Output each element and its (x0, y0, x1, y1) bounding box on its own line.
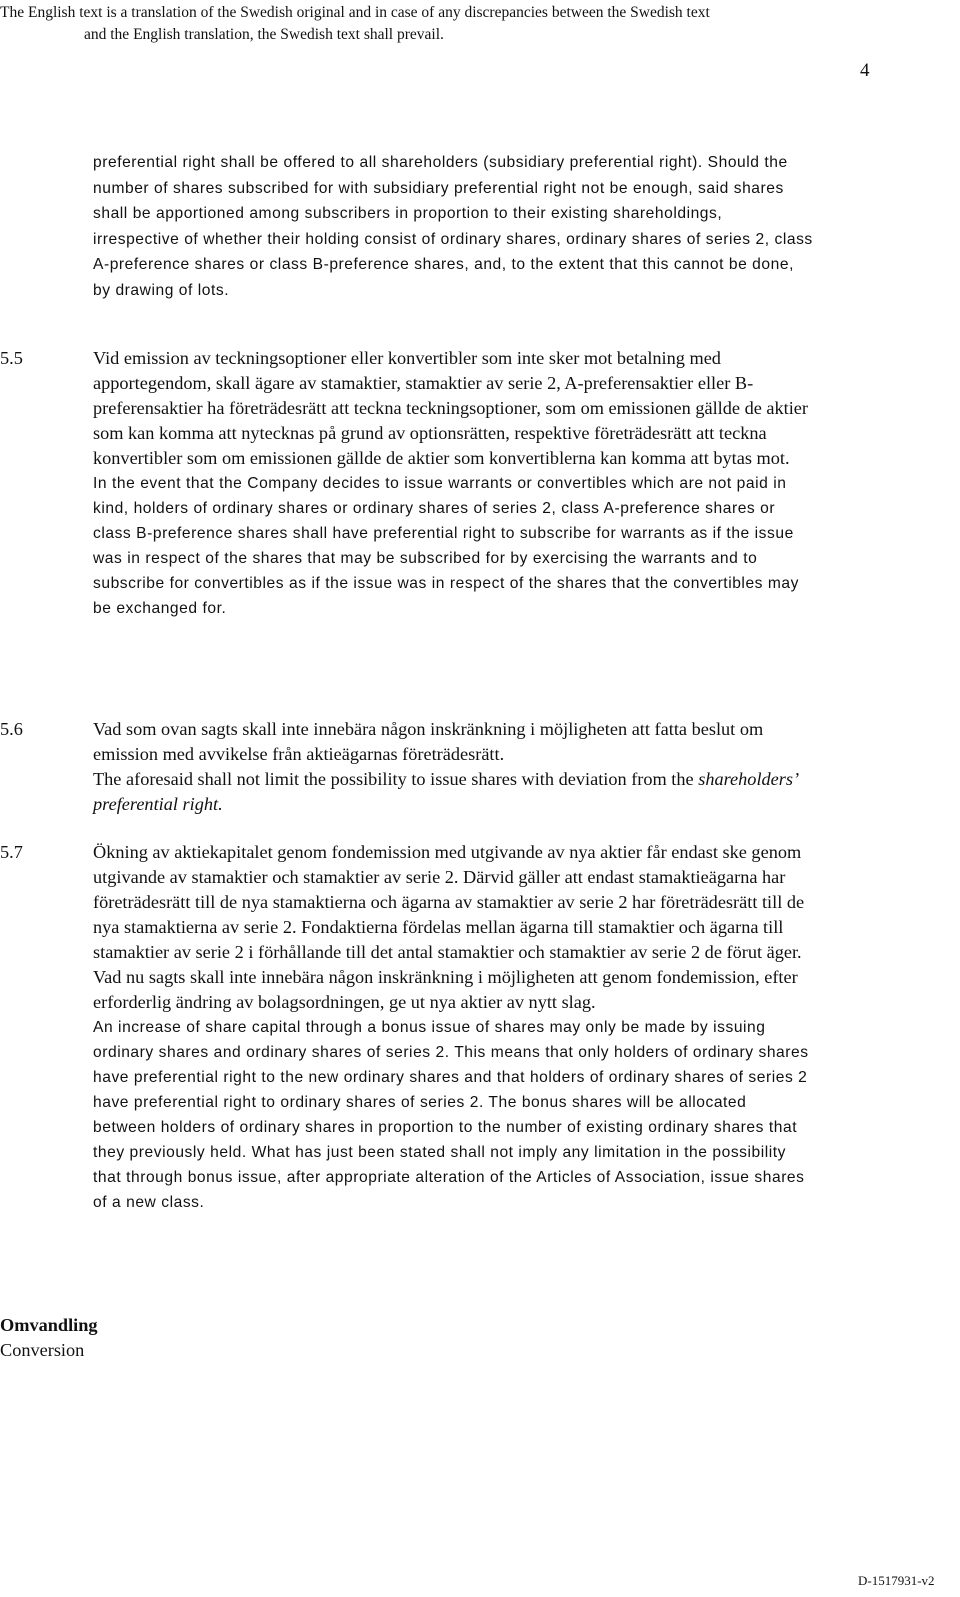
continuation-paragraph-en: preferential right shall be offered to all shareholders (subsidiary preferential right). Should the number of shares subscribed for with subsidiary preferential right not be enough, said shares shall be apportioned among subscribers in proportion to their existing shareholdings, irrespective of whether their holding consist of ordinary shares, ordinary shares of series 2, class A-preference shares or class B-preference shares, and, to the extent that this cannot be done, by drawing of lots. (93, 154, 813, 299)
section-text-sv: Vad som ovan sagts skall inte innebära någon inskränkning i möjligheten att fatta beslut om emission med avvikelse från aktieägarnas företrädesrätt. (93, 719, 764, 764)
heading-sv: Omvandling (0, 1315, 98, 1335)
disclaimer-line-1: The English text is a translation of the Swedish original and in case of any discrepancies between the Swedish text (0, 4, 710, 21)
translation-disclaimer (0, 2, 940, 46)
section-text-sv: Vid emission av teckningsoptioner eller konvertibler som inte sker mot betalning med apportegendom, skall ägare av stamaktier, stamaktier av serie 2, A-preferensaktier eller B-preferensaktier ha företrädesrätt att teckna teckningsoptioner, som om emissionen gällde de aktier som kan komma att nytecknas på grund av optionsrätten, respektive företrädesrätt att teckna konvertibler som om emissionen gällde de aktier som konvertiblerna kan komma att bytas mot. (93, 348, 809, 468)
section-number: 5.7 (0, 842, 23, 862)
heading-en: Conversion (0, 1340, 85, 1360)
section-text-en-plain: The aforesaid shall not limit the possibility to issue shares with deviation from the (93, 769, 699, 789)
document-id: D-1517931-v2 (858, 1573, 935, 1588)
section-text-en: In the event that the Company decides to issue warrants or convertibles which are not paid in kind, holders of ordinary shares or ordinary shares of series 2, class A-preference shares or class B-preference shares shall have preferential right to subscribe for warrants as if the issue was in respect of the shares that may be subscribed for by exercising the warrants and to subscribe for convertibles as if the issue was in respect of the shares that the convertibles may be exchanged for. (93, 475, 800, 617)
section-text-sv: Ökning av aktiekapitalet genom fondemission med utgivande av nya aktier får endast ske genom utgivande av stamaktier och stamaktier av serie 2. Därvid gäller att endast stamaktieägarna har företrädesrätt till de nya stamaktierna och ägarna av stamaktier av serie 2 har företrädesrätt till de nya stamaktierna av serie 2. Fondaktierna fördelas mellan ägarna till stamaktier och ägarna till stamaktier av serie 2 i förhållande till det antal stamaktier och stamaktier av serie 2 de förut äger. Vad nu sagts skall inte innebära någon inskränkning i möjligheten att genom fondemission, efter erforderlig ändring av bolagsordningen, ge ut nya aktier av nytt slag. (93, 842, 805, 1012)
section-text-en: An increase of share capital through a bonus issue of shares may only be made by issuing ordinary shares and ordinary shares of series 2. This means that only holders of ordinary shares have preferential right to the new ordinary shares and that holders of ordinary shares of series 2 have preferential right to ordinary shares of series 2. The bonus shares will be allocated between holders of ordinary shares in proportion to the number of existing ordinary shares that they previously held. What has just been stated shall not imply any limitation in the possibility that through bonus issue, after appropriate alteration of the Articles of Association, issue shares of a new class. (93, 1019, 809, 1211)
section-number: 5.5 (0, 348, 23, 368)
disclaimer-line-2: and the English translation, the Swedish text shall prevail. (84, 26, 444, 43)
section-number: 5.6 (0, 719, 23, 739)
section-heading (0, 1313, 98, 1363)
page-number: 4 (860, 60, 870, 81)
section-text-en (93, 767, 813, 817)
section-text-en-italic: shareholders’ preferential right. (93, 769, 798, 814)
